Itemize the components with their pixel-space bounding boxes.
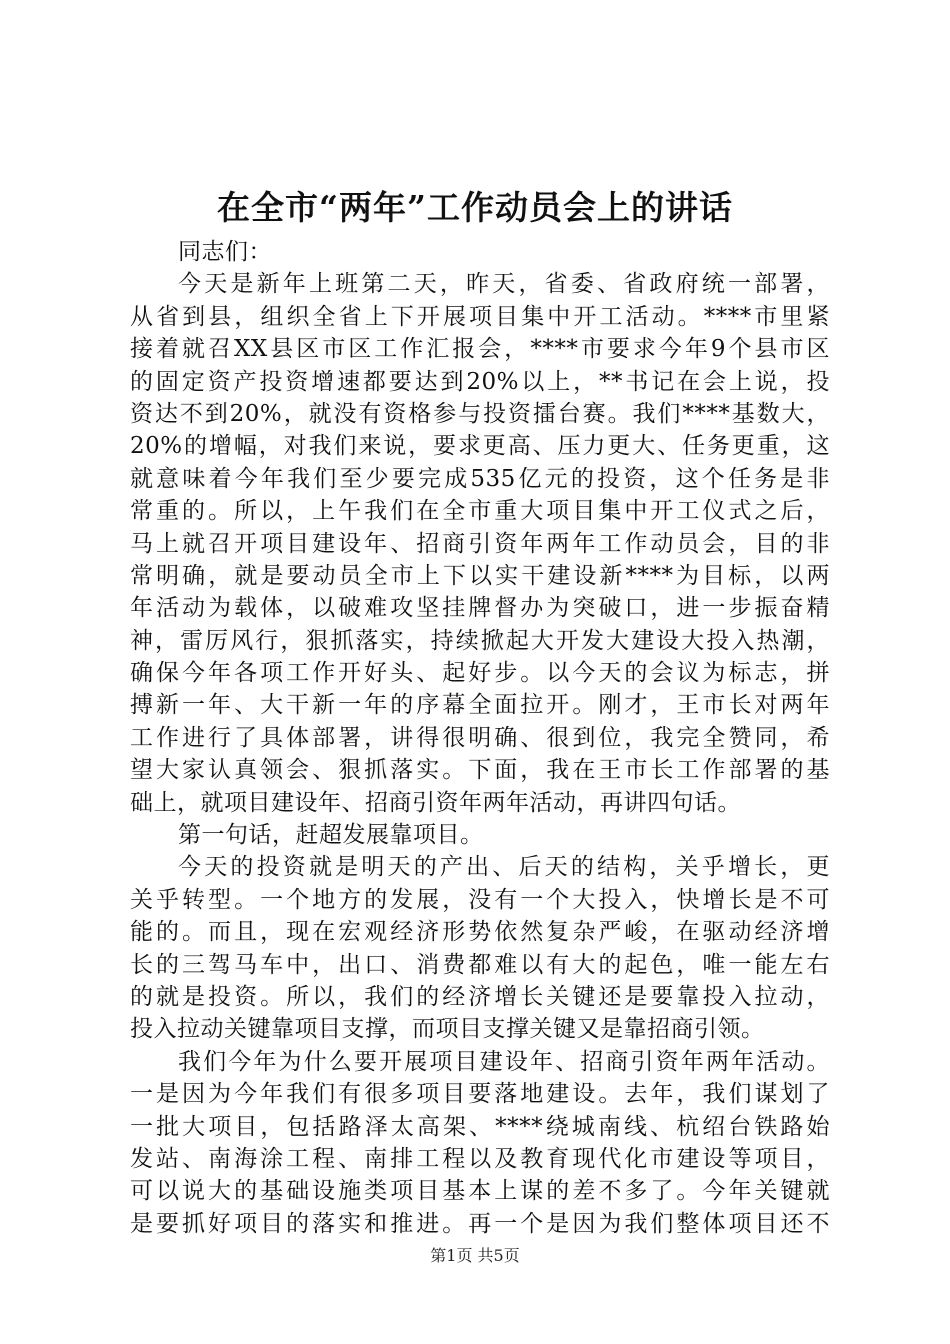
document-title: 在全市“两年”工作动员会上的讲话	[217, 188, 733, 227]
text-line: 一是因为今年我们有很多项目要落地建设。去年，我们谋划了	[130, 1081, 830, 1108]
text-line: 础上，就项目建设年、招商引资年两年活动，再讲四句话。	[130, 789, 741, 816]
text-line: 接着就召XX县区市区工作汇报会，****市要求今年9个县市区	[130, 336, 830, 363]
text-line: 的就是投资。所以，我们的经济增长关键还是要靠投入拉动，	[130, 983, 830, 1010]
document-body	[130, 236, 830, 1240]
text-line: 常重的。所以，上午我们在全市重大项目集中开工仪式之后，	[130, 498, 830, 525]
text-line: 常明确，就是要动员全市上下以实干建设新****为目标，以两	[130, 562, 830, 589]
text-line: 我们今年为什么要开展项目建设年、招商引资年两年活动。	[178, 1048, 830, 1075]
text-line: 马上就召开项目建设年、招商引资年两年工作动员会，目的非	[130, 530, 830, 557]
text-line: 长的三驾马车中，出口、消费都难以有大的起色，唯一能左右	[130, 951, 830, 978]
text-line: 发站、南海涂工程、南排工程以及教育现代化市建设等项目，	[130, 1145, 830, 1172]
text-line: 今天是新年上班第二天，昨天，省委、省政府统一部署，	[178, 271, 830, 298]
text-line: 年活动为载体，以破难攻坚挂牌督办为突破口，进一步振奋精	[130, 595, 830, 622]
text-line: 投入拉动关键靠项目支撑，而项目支撑关键又是靠招商引领。	[130, 1016, 765, 1043]
text-line: 的固定资产投资增速都要达到20%以上，**书记在会上说，投	[130, 368, 830, 395]
text-line: 关乎转型。一个地方的发展，没有一个大投入，快增长是不可	[130, 886, 830, 913]
text-line: 第一句话，赶超发展靠项目。	[178, 822, 484, 849]
text-line: 是要抓好项目的落实和推进。再一个是因为我们整体项目还不	[130, 1210, 830, 1237]
text-line: 一批大项目，包括路泽太高架、****绕城南线、杭绍台铁路始	[130, 1113, 830, 1140]
text-line: 20%的增幅，对我们来说，要求更高、压力更大、任务更重，这	[130, 433, 830, 460]
text-line: 搏新一年、大干新一年的序幕全面拉开。刚才，王市长对两年	[130, 692, 830, 719]
text-line: 工作进行了具体部署，讲得很明确、很到位，我完全赞同，希	[130, 724, 830, 751]
text-line: 资达不到20%，就没有资格参与投资擂台赛。我们****基数大，	[130, 400, 830, 427]
text-line: 从省到县，组织全省上下开展项目集中开工活动。****市里紧	[130, 303, 830, 330]
text-line: 能的。而且，现在宏观经济形势依然复杂严峻，在驱动经济增	[130, 919, 830, 946]
text-line: 神，雷厉风行，狠抓落实，持续掀起大开发大建设大投入热潮，	[130, 627, 830, 654]
text-line: 今天的投资就是明天的产出、后天的结构，关乎增长，更	[178, 854, 830, 881]
text-line: 望大家认真领会、狠抓落实。下面，我在王市长工作部署的基	[130, 757, 830, 784]
text-line: 可以说大的基础设施类项目基本上谋的差不多了。今年关键就	[130, 1178, 830, 1205]
text-line: 同志们：	[178, 239, 272, 265]
page-footer: 第1页 共5页	[430, 1246, 520, 1265]
text-line: 就意味着今年我们至少要完成535亿元的投资，这个任务是非	[130, 465, 830, 492]
text-line: 确保今年各项工作开好头、起好步。以今天的会议为标志，拼	[130, 660, 830, 687]
